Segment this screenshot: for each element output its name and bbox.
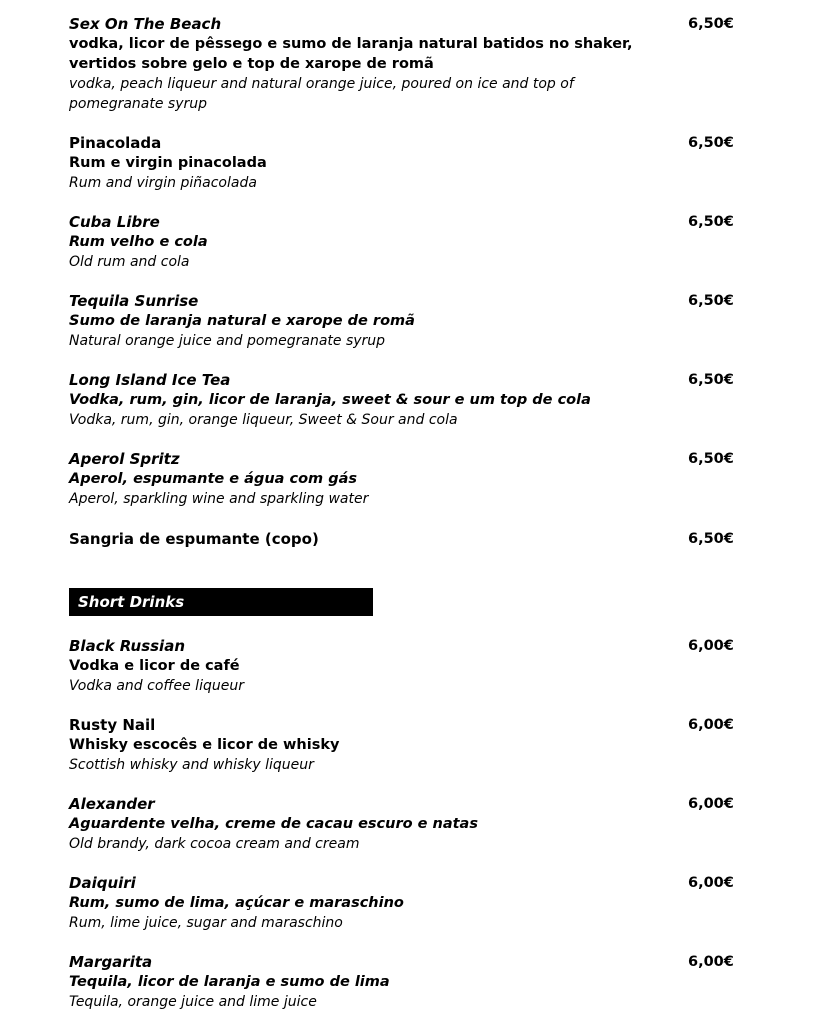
item-price: 6,50€ — [688, 531, 734, 547]
menu-item-sangria-de-espumante — [69, 529, 749, 549]
section-title: Short Drinks — [78, 593, 185, 611]
item-name: Rusty Nail — [69, 716, 156, 734]
item-description-pt: vodka, licor de pêssego e sumo de laranja natural batidos no shaker, — [69, 36, 633, 52]
item-description-en: Natural orange juice and pomegranate syrup — [69, 333, 386, 349]
item-description-en: Tequila, orange juice and lime juice — [69, 994, 317, 1010]
item-name: Long Island Ice Tea — [69, 371, 231, 389]
menu-item-alexander — [69, 794, 749, 854]
menu-item-long-island-ice-tea — [69, 370, 749, 430]
item-price: 6,50€ — [688, 16, 734, 32]
item-name: Pinacolada — [69, 134, 162, 152]
item-description-pt: Rum, sumo de lima, açúcar e maraschino — [69, 895, 404, 911]
menu-item-tequila-sunrise — [69, 291, 749, 351]
item-description-pt: Aguardente velha, creme de cacau escuro e natas — [69, 816, 478, 832]
item-description-pt: Aperol, espumante e água com gás — [69, 471, 357, 487]
item-name: Cuba Libre — [69, 213, 160, 231]
item-price: 6,50€ — [688, 372, 734, 388]
item-name: Daiquiri — [69, 874, 136, 892]
item-price: 6,00€ — [688, 954, 734, 970]
menu-item-pinacolada — [69, 133, 749, 193]
item-description-pt: Rum e virgin pinacolada — [69, 155, 267, 171]
item-name: Sex On The Beach — [69, 15, 222, 33]
item-price: 6,50€ — [688, 451, 734, 467]
item-price: 6,00€ — [688, 717, 734, 733]
item-price: 6,00€ — [688, 638, 734, 654]
menu-item-daiquiri — [69, 873, 749, 933]
item-price: 6,50€ — [688, 135, 734, 151]
menu-item-rusty-nail — [69, 715, 749, 775]
item-description-en: Scottish whisky and whisky liqueur — [69, 757, 314, 773]
item-description-pt: Whisky escocês e licor de whisky — [69, 737, 340, 753]
menu-item-black-russian — [69, 636, 749, 696]
item-description-en: Old brandy, dark cocoa cream and cream — [69, 836, 360, 852]
item-price: 6,00€ — [688, 796, 734, 812]
item-description-en: Vodka and coffee liqueur — [69, 678, 244, 694]
menu-item-aperol-spritz — [69, 449, 749, 509]
item-description-pt: vertidos sobre gelo e top de xarope de romã — [69, 56, 434, 72]
item-description-en: Rum and virgin piñacolada — [69, 175, 257, 191]
menu-item-sex-on-the-beach — [69, 14, 749, 114]
item-description-pt: Sumo de laranja natural e xarope de romã — [69, 313, 415, 329]
item-description-en: Rum, lime juice, sugar and maraschino — [69, 915, 343, 931]
menu-item-cuba-libre — [69, 212, 749, 272]
item-price: 6,50€ — [688, 214, 734, 230]
item-description-pt: Tequila, licor de laranja e sumo de lima — [69, 974, 390, 990]
item-description-en: Vodka, rum, gin, orange liqueur, Sweet & Sour and cola — [69, 412, 458, 428]
item-price: 6,50€ — [688, 293, 734, 309]
item-description-en: Aperol, sparkling wine and sparkling water — [69, 491, 369, 507]
item-name: Sangria de espumante (copo) — [69, 530, 319, 548]
item-name: Tequila Sunrise — [69, 292, 199, 310]
item-description-en: vodka, peach liqueur and natural orange juice, poured on ice and top of — [69, 76, 574, 92]
item-price: 6,00€ — [688, 875, 734, 891]
item-name: Alexander — [69, 795, 155, 813]
item-name: Aperol Spritz — [69, 450, 180, 468]
menu-item-margarita — [69, 952, 749, 1012]
item-name: Black Russian — [69, 637, 185, 655]
item-description-en: pomegranate syrup — [69, 96, 208, 112]
item-description-pt: Vodka, rum, gin, licor de laranja, sweet & sour e um top de cola — [69, 392, 591, 408]
item-description-en: Old rum and cola — [69, 254, 190, 270]
item-description-pt: Rum velho e cola — [69, 234, 208, 250]
section-header-short-drinks — [69, 588, 373, 616]
item-description-pt: Vodka e licor de café — [69, 658, 240, 674]
item-name: Margarita — [69, 953, 153, 971]
